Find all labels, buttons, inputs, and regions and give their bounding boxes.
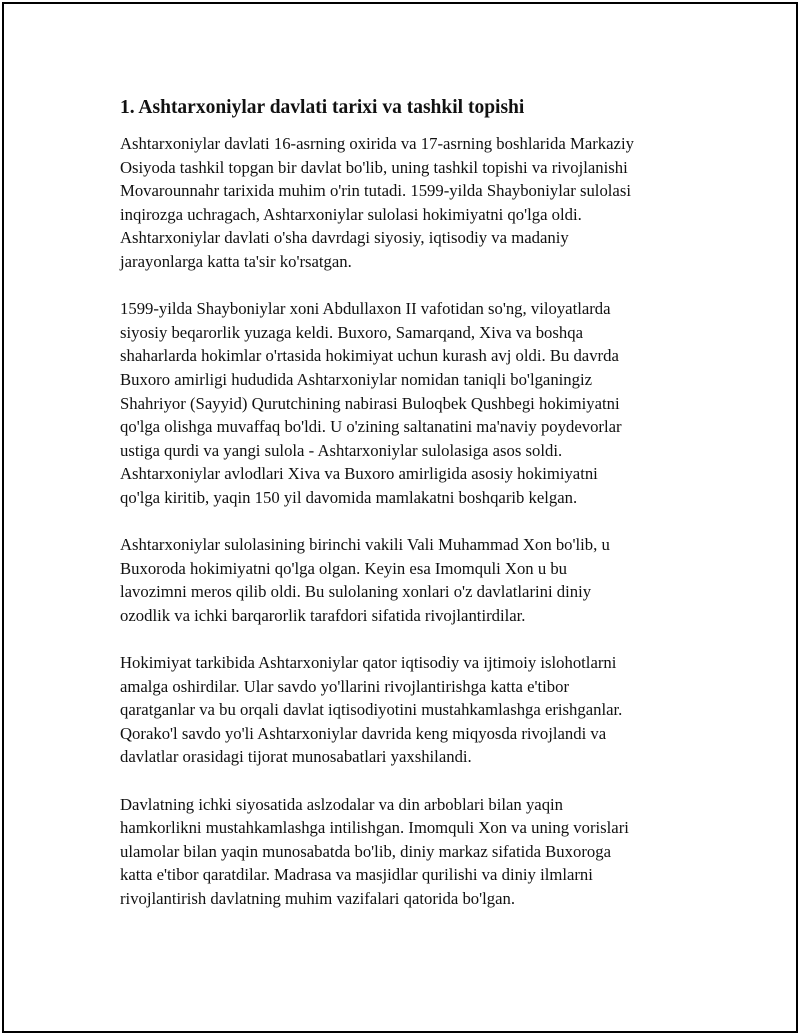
paragraph (120, 533, 700, 627)
paragraph-line: Buxoroda hokimiyatni qo'lga olgan. Keyin esa Imomquli Xon u bu (120, 558, 568, 578)
paragraph-line: 1599-yilda Shayboniylar xoni Abdullaxon II vafotidan so'ng, viloyatlarda (120, 299, 611, 319)
paragraph-line: Osiyoda tashkil topgan bir davlat bo'lib, uning tashkil topishi va rivojlanishi (120, 157, 628, 177)
paragraph-line: ulamolar bilan yaqin munosabatda bo'lib, diniy markaz sifatida Buxoroga (120, 841, 611, 861)
paragraph-line: Ashtarxoniylar avlodlari Xiva va Buxoro amirligida asosiy hokimiyatni (120, 464, 598, 484)
paragraph-line: shaharlarda hokimlar o'rtasida hokimiyat uchun kurash avj oldi. Bu davrda (120, 346, 619, 366)
paragraph-line: qo'lga kiritib, yaqin 150 yil davomida mamlakatni boshqarib kelgan. (120, 487, 578, 507)
document-title: 1. Ashtarxoniylar davlati tarixi va tashkil topishi (120, 97, 525, 118)
paragraph-line: katta e'tibor qaratdilar. Madrasa va masjidlar qurilishi va diniy ilmlarni (120, 865, 593, 885)
paragraph-line: Ashtarxoniylar sulolasining birinchi vakili Vali Muhammad Xon bo'lib, u (120, 535, 610, 555)
paragraph-line: ustiga qurdi va yangi sulola - Ashtarxoniylar sulolasiga asos soldi. (120, 440, 563, 460)
paragraph-line: rivojlantirish davlatning muhim vazifalari qatorida bo'lgan. (120, 889, 516, 908)
paragraph-line: Movarounnahr tarixida muhim o'rin tutadi. 1599-yilda Shayboniylar sulolasi (120, 181, 631, 201)
paragraph (120, 651, 700, 769)
paragraph-line: Ashtarxoniylar davlati o'sha davrdagi siyosiy, iqtisodiy va madaniy (120, 228, 569, 248)
paragraph (120, 132, 700, 274)
paragraph-line: Qorako'l savdo yo'li Ashtarxoniylar davrida keng miqyosda rivojlandi va (120, 723, 607, 743)
paragraph (120, 297, 700, 509)
paragraph-line: amalga oshirdilar. Ular savdo yo'llarini rivojlantirishga katta e'tibor (120, 676, 570, 696)
paragraph-line: Ashtarxoniylar davlati 16-asrning oxirida va 17-asrning boshlarida Markaziy (120, 134, 634, 153)
paragraph-line: inqirozga uchragach, Ashtarxoniylar sulolasi hokimiyatni qo'lga oldi. (120, 204, 582, 224)
document-content (120, 96, 700, 934)
paragraph-line: Shahriyor (Sayyid) Qurutchining nabirasi Buloqbek Qushbegi hokimiyatni (120, 393, 620, 413)
paragraph-line: Buxoro amirligi hududida Ashtarxoniylar nomidan taniqli bo'lganingiz (120, 369, 593, 389)
document-page (2, 2, 798, 1033)
paragraph-line: Hokimiyat tarkibida Ashtarxoniylar qator iqtisodiy va ijtimoiy islohotlarni (120, 653, 617, 673)
paragraph-line: hamkorlikni mustahkamlashga intilishgan. Imomquli Xon va uning vorislari (120, 818, 629, 838)
paragraphs-container (120, 132, 700, 911)
paragraph-line: lavozimni meros qilib oldi. Bu sulolaning xonlari o'z davlatlarini diniy (120, 582, 592, 602)
paragraph-line: jarayonlarga katta ta'sir ko'rsatgan. (120, 251, 352, 271)
paragraph-line: Davlatning ichki siyosatida aslzodalar va din arboblari bilan yaqin (120, 794, 564, 814)
paragraph-line: qaratganlar va bu orqali davlat iqtisodiyotini mustahkamlashga erishganlar. (120, 700, 623, 720)
paragraph-line: siyosiy beqarorlik yuzaga keldi. Buxoro, Samarqand, Xiva va boshqa (120, 322, 583, 342)
paragraph-line: qo'lga olishga muvaffaq bo'ldi. U o'zining saltanatini ma'naviy poydevorlar (120, 417, 622, 437)
paragraph-line: davlatlar orasidagi tijorat munosabatlari yaxshilandi. (120, 747, 472, 767)
paragraph (120, 793, 700, 911)
paragraph-line: ozodlik va ichki barqarorlik tarafdori sifatida rivojlantirdilar. (120, 605, 526, 625)
